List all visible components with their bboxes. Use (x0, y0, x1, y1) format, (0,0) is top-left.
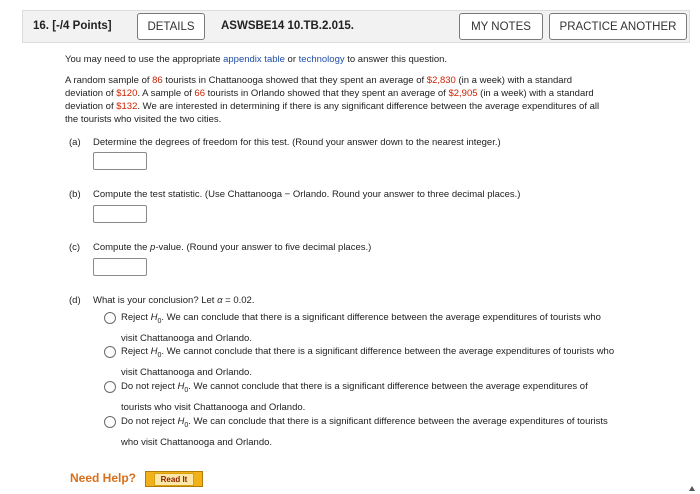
part-c-label: (c) (69, 242, 81, 253)
appendix-table-link[interactable]: appendix table (223, 54, 285, 65)
scroll-up-arrow-icon[interactable] (689, 486, 695, 491)
intro-text: You may need to use the appropriate appendix table or technology to answer this question. (65, 54, 448, 65)
problem-line-2: deviation of $120. A sample of 66 tourists in Orlando showed that they spent an average of $2,905 (in a week) with a standard (65, 88, 594, 99)
question-header (22, 10, 690, 43)
part-d-label: (d) (69, 295, 81, 306)
part-b-text: Compute the test statistic. (Use Chattanooga − Orlando. Round your answer to three decimal places.) (93, 189, 521, 200)
option-2-text[interactable]: Reject $H_0$. We cannot conclude that there is a significant difference between the average expenditures of tourists who visit Chattanooga and Orlando. (121, 346, 615, 378)
problem-line-1: A random sample of 86 tourists in Chattanooga showed that they spent an average of $2,830 (in a week) with a standard (65, 75, 573, 86)
option-4-radio[interactable] (104, 416, 116, 428)
problem-line-3: deviation of $132. We are interested in determining if there is any significant difference between the average expenditures of all (65, 101, 600, 112)
part-a-answer-input[interactable] (93, 152, 147, 170)
read-it-button[interactable]: Read It (145, 471, 203, 487)
question-number: 16. [-/4 Points] (33, 20, 112, 32)
option-3-radio[interactable] (104, 381, 116, 393)
option-1-radio[interactable] (104, 312, 116, 324)
practice-another-button[interactable]: PRACTICE ANOTHER (549, 13, 687, 40)
part-a-label: (a) (69, 137, 81, 148)
technology-link[interactable]: technology (298, 54, 345, 65)
option-1-text[interactable]: Reject $H_0$. We can conclude that there is a significant difference between the average expenditures of tourists who visit Chattanooga and Orlando. (121, 312, 601, 344)
need-help-label: Need Help? (70, 471, 137, 485)
option-3-text[interactable]: Do not reject $H_0$. We cannot conclude that there is a significant difference between the average expenditures of tourists who visit Chattanooga and Orlando. (121, 381, 588, 413)
part-b-label: (b) (69, 189, 81, 200)
part-b-answer-input[interactable] (93, 205, 147, 223)
problem-line-4: the tourists who visited the two cities. (65, 114, 222, 125)
option-2-radio[interactable] (104, 346, 116, 358)
part-d-text: What is your conclusion? Let α = 0.02. (93, 295, 255, 306)
part-c-text: Compute the p-value. (Round your answer to five decimal places.) (93, 242, 372, 253)
option-4-text[interactable]: Do not reject $H_0$. We can conclude that there is a significant difference between the average expenditures of tourists who visit Chattanooga and Orlando. (121, 416, 608, 448)
details-button[interactable]: DETAILS (137, 13, 205, 40)
part-c-answer-input[interactable] (93, 258, 147, 276)
my-notes-button[interactable]: MY NOTES (459, 13, 543, 40)
part-a-text: Determine the degrees of freedom for this test. (Round your answer down to the nearest integer.) (93, 137, 501, 148)
question-code: ASWSBE14 10.TB.2.015. (221, 20, 354, 32)
